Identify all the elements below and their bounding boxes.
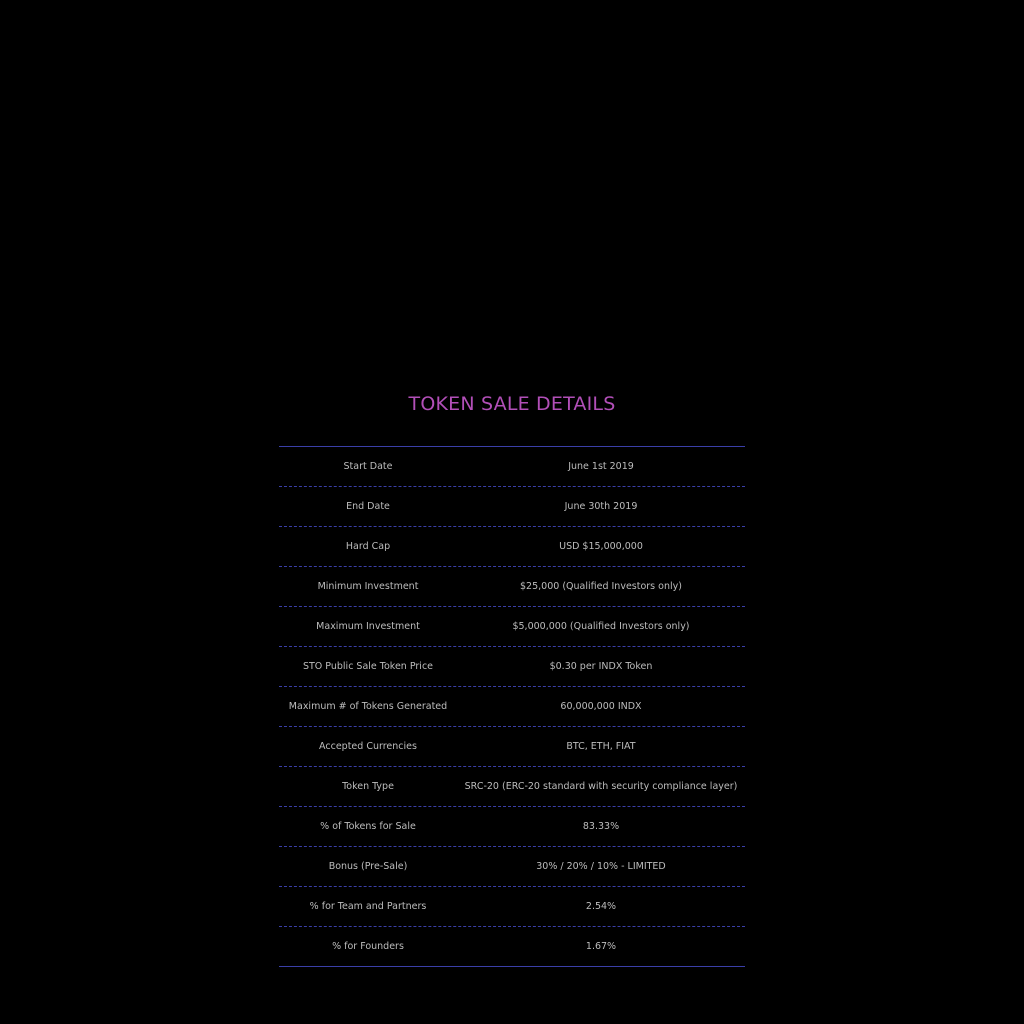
table-row-accepted-currencies [279,727,745,767]
table-row-founders [279,927,745,966]
row-label: Start Date [343,461,393,472]
row-label: Minimum Investment [317,581,419,592]
row-value: BTC, ETH, FIAT [566,741,636,752]
row-label: Accepted Currencies [319,741,417,752]
table-row-maximum-investment [279,607,745,647]
row-value: 60,000,000 INDX [560,701,642,712]
row-value: 1.67% [585,941,617,952]
table-row-token-type [279,767,745,807]
token-sale-table [279,446,745,967]
row-value: SRC-20 (ERC-20 standard with security compliance layer) [464,781,738,792]
page-title: TOKEN SALE DETAILS [408,393,616,415]
row-label: Hard Cap [345,541,391,552]
table-row-max-tokens [279,687,745,727]
row-label: Maximum # of Tokens Generated [288,701,448,712]
table-row-tokens-for-sale [279,807,745,847]
row-value: $5,000,000 (Qualified Investors only) [512,621,690,632]
table-row-minimum-investment [279,567,745,607]
row-value: 2.54% [585,901,617,912]
table-row-end-date [279,487,745,527]
row-label: STO Public Sale Token Price [302,661,434,672]
row-label: % for Founders [332,941,404,952]
row-label: End Date [346,501,390,512]
table-row-bonus [279,847,745,887]
row-value: $0.30 per INDX Token [549,661,653,672]
row-value: June 30th 2019 [564,501,638,512]
row-label: % for Team and Partners [309,901,427,912]
table-row-hard-cap [279,527,745,567]
table-row-start-date [279,447,745,487]
row-value: 30% / 20% / 10% - LIMITED [536,861,666,872]
row-value: June 1st 2019 [568,461,634,472]
table-row-token-price [279,647,745,687]
row-label: Bonus (Pre-Sale) [328,861,408,872]
table-row-team-partners [279,887,745,927]
row-value: 83.33% [582,821,620,832]
row-value: $25,000 (Qualified Investors only) [520,581,682,592]
row-value: USD $15,000,000 [559,541,643,552]
row-label: Maximum Investment [316,621,420,632]
row-label: % of Tokens for Sale [320,821,416,832]
row-label: Token Type [342,781,394,792]
